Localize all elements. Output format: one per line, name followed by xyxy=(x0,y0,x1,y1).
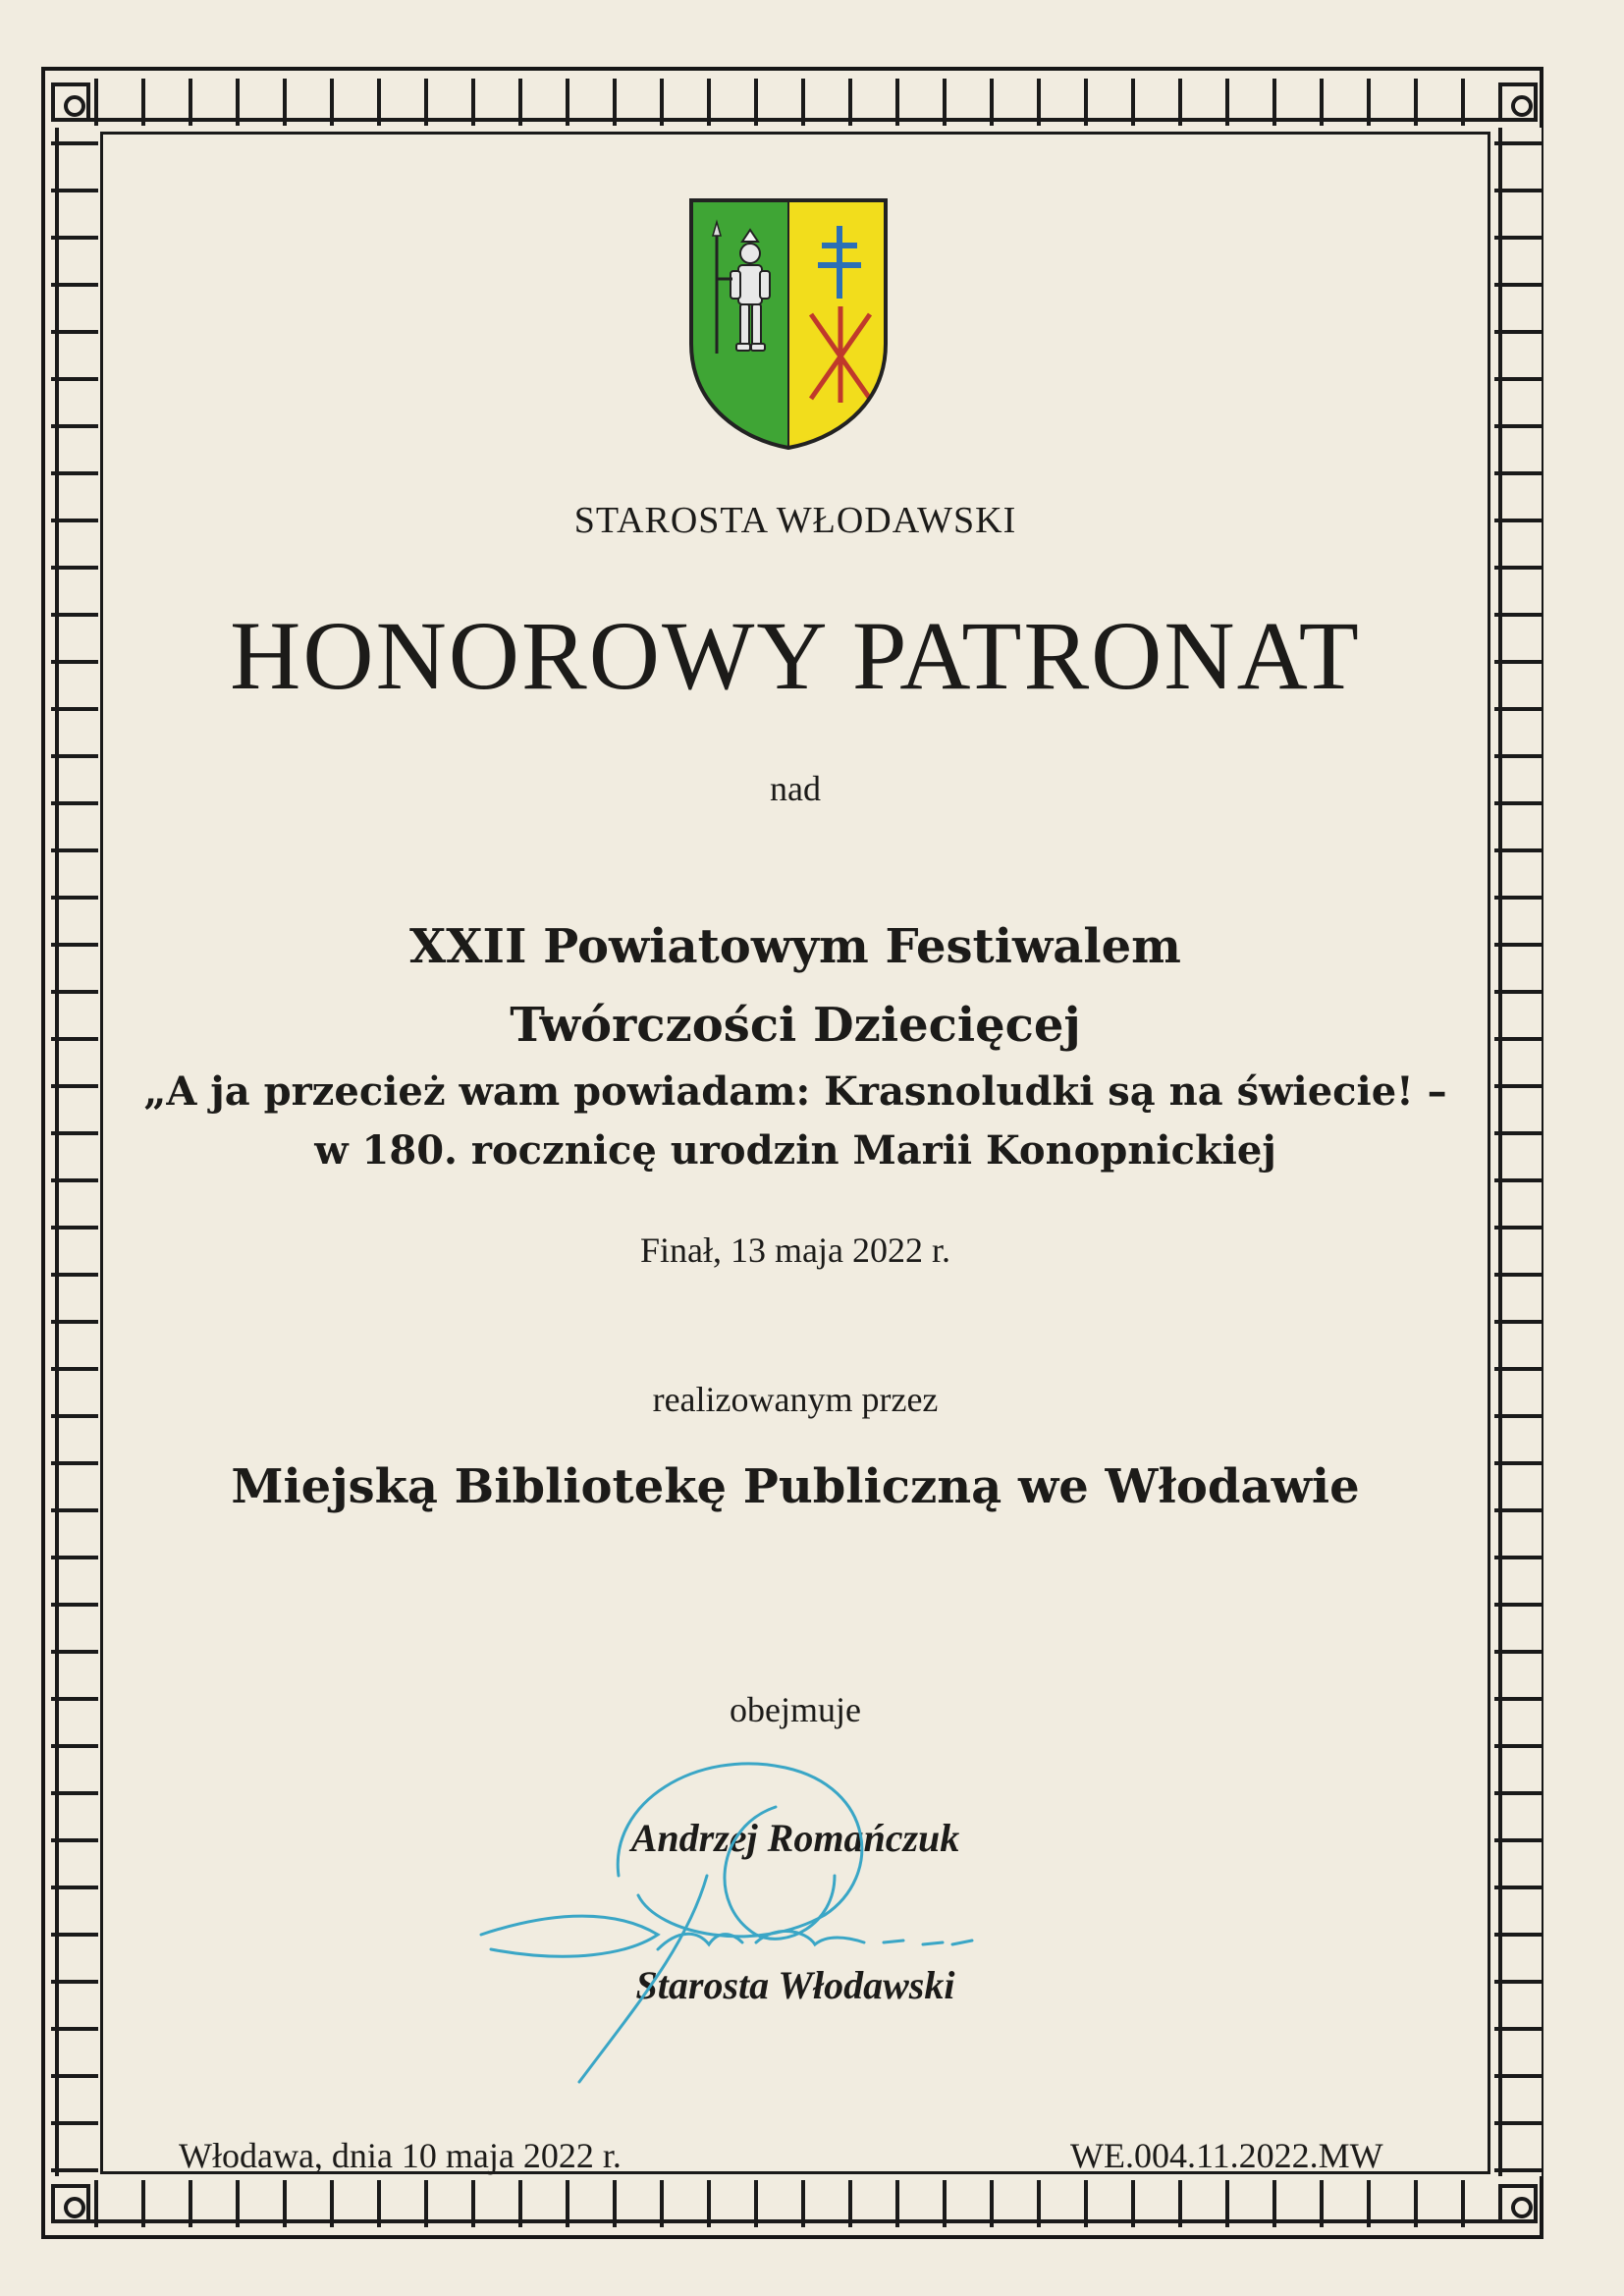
meander-border-top xyxy=(90,79,1500,126)
corner-ornament-icon xyxy=(51,2184,90,2223)
accepts-label: obejmuje xyxy=(730,1690,861,1729)
corner-ornament-icon xyxy=(1498,2184,1538,2223)
place-and-date: Włodawa, dnia 10 maja 2022 r. xyxy=(179,2136,622,2175)
organizer-name: Miejską Bibliotekę Publiczną we Włodawie xyxy=(231,1459,1360,1514)
event-motto-line-1: „A ja przecież wam powiadam: Krasnoludki są na świecie! – xyxy=(143,1068,1447,1115)
meander-border-right xyxy=(1494,128,1542,2176)
corner-ornament-icon xyxy=(51,82,90,122)
event-name-line-2: Twórczości Dziecięcej xyxy=(510,998,1081,1053)
event-name-line-1: XXII Powiatowym Festiwalem xyxy=(409,919,1181,974)
handwritten-signature-icon xyxy=(461,1709,1070,2092)
issuer-heading: STAROSTA WŁODAWSKI xyxy=(573,500,1017,541)
signer-name: Andrzej Romańczuk xyxy=(630,1816,960,1860)
corner-ornament-icon xyxy=(1498,82,1538,122)
meander-border-left xyxy=(51,128,98,2176)
over-word: nad xyxy=(770,769,821,808)
meander-border-bottom xyxy=(90,2180,1500,2227)
final-date: Finał, 13 maja 2022 r. xyxy=(640,1230,950,1270)
reference-number: WE.004.11.2022.MW xyxy=(1070,2136,1383,2175)
coat-of-arms-icon xyxy=(685,196,892,450)
signer-role: Starosta Włodawski xyxy=(635,1963,955,2007)
organizer-intro: realizowanym przez xyxy=(652,1380,939,1419)
document-title: HONOROWY PATRONAT xyxy=(230,601,1361,710)
event-motto-line-2: w 180. rocznicę urodzin Marii Konopnickiej xyxy=(314,1127,1276,1174)
